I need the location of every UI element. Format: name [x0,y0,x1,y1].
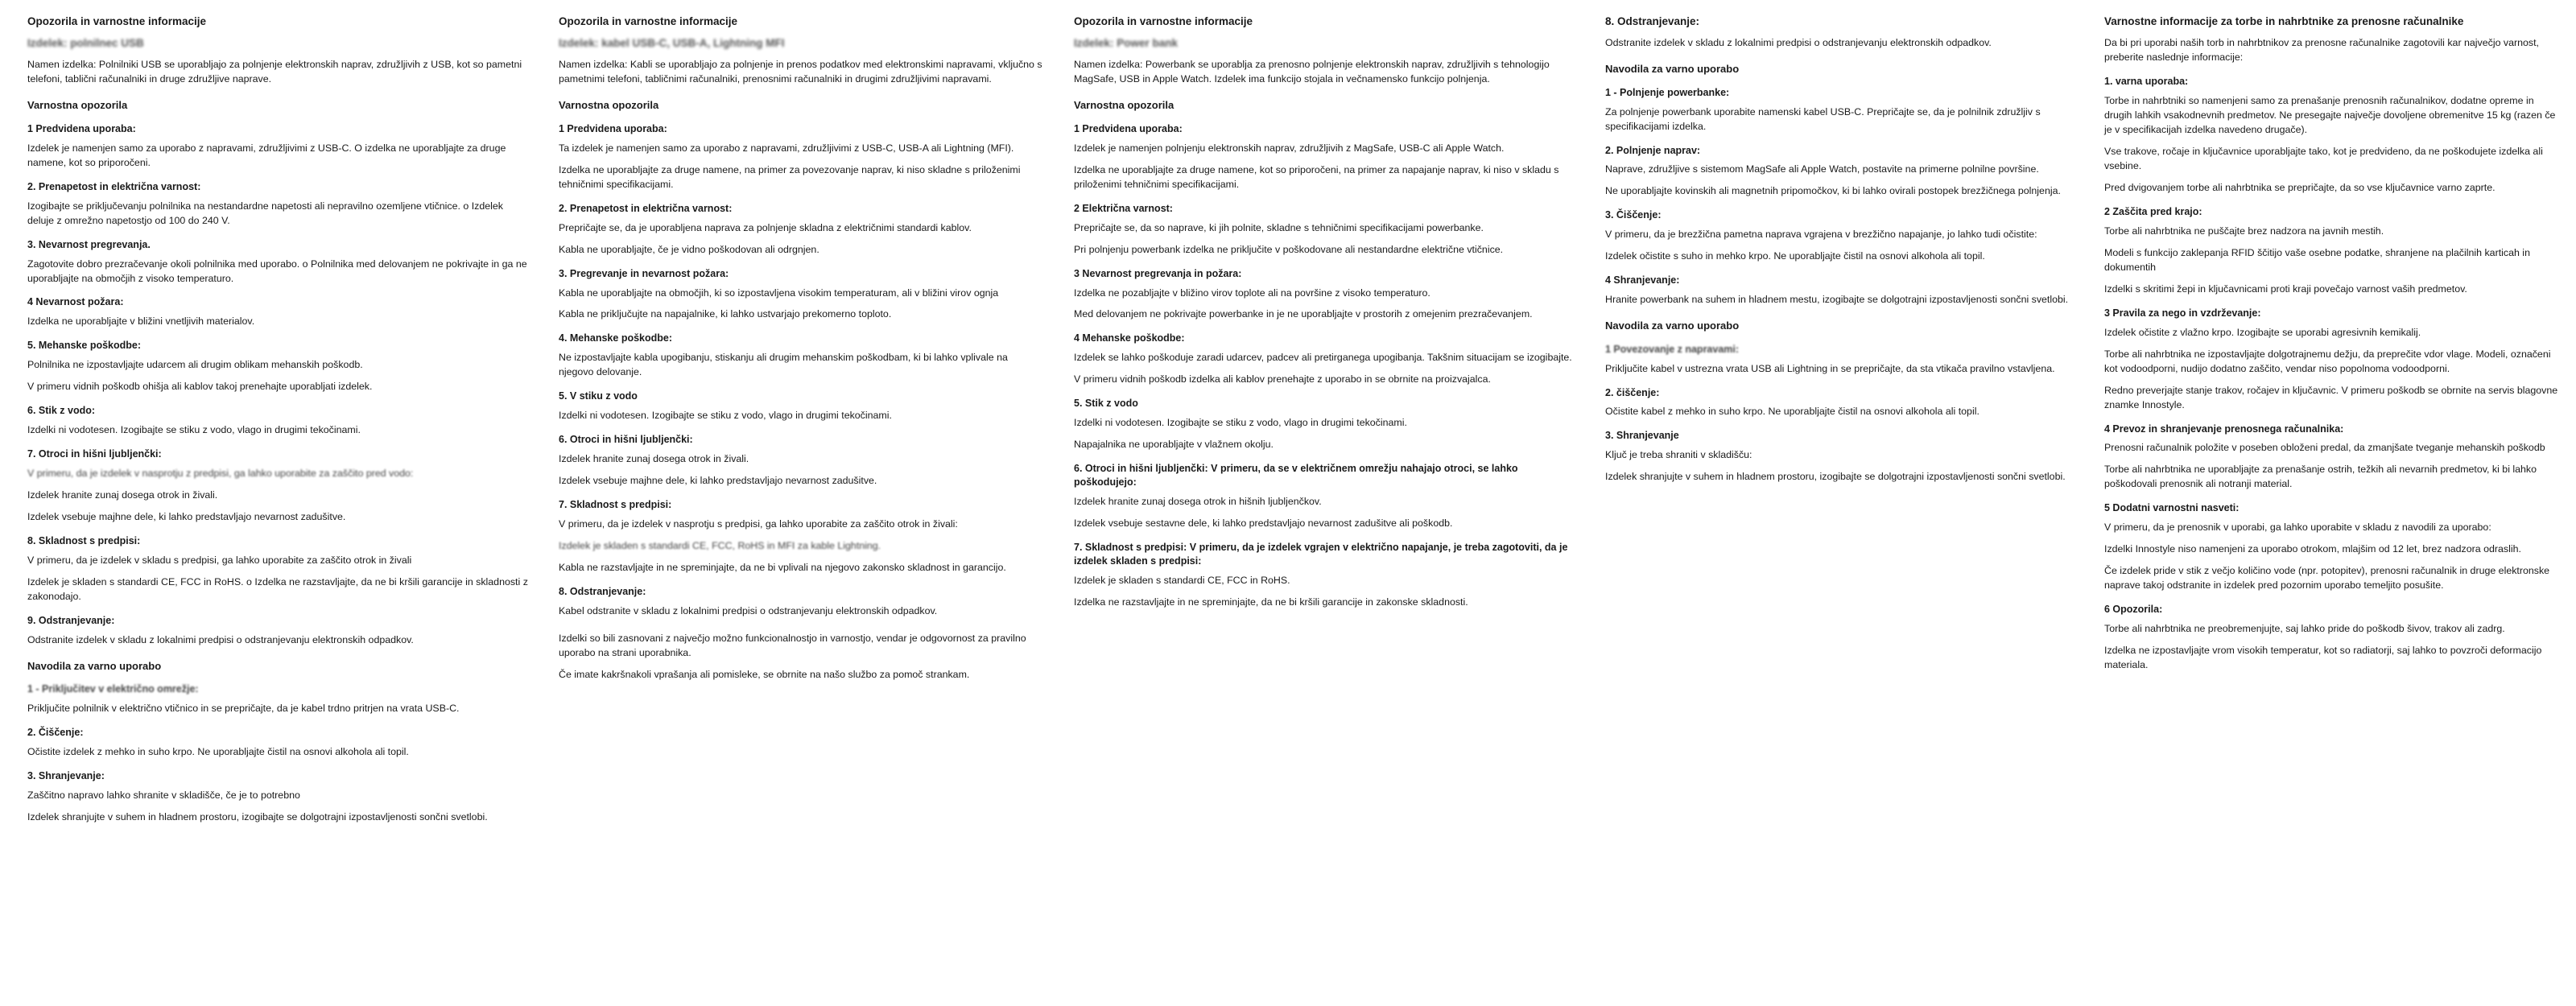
footnote: Če imate kakršnakoli vprašanja ali pomisleke, se obrnite na našo službo za pomoč strankam. [559,668,970,680]
usage-section [27,726,530,760]
warning-paragraph: Izdelek vsebuje majhne dele, ki lahko predstavljajo nevarnost zadušitve. [27,510,346,522]
warning-paragraph: Napajalnika ne uporabljajte v vlažnem okolju. [1074,439,1274,451]
usage-section [1605,343,2075,377]
usage-title-item: 3. Čiščenje: [1605,209,1662,221]
warning-section [2104,75,2558,196]
warning-section [27,238,530,287]
warning-section [1074,397,1576,452]
warning-section [27,614,530,648]
warning-title: 4 Mehanske poškodbe: [1074,332,1185,344]
warning-paragraph: Redno preverjajte stanje trakov, ročajev in ključavnic. V primeru poškodb se obrnite na servis blagovne znamke Innostyle. [2104,384,2558,410]
section-heading: Varnostne informacije za torbe in nahrbtnike za prenosne računalnike [2104,15,2464,27]
usage-title-item: 1 - Polnjenje powerbanke: [1605,86,1730,98]
warning-section [27,339,530,394]
warning-section [1074,202,1576,258]
warning-paragraph: Izdelek očistite z vlažno krpo. Izogibajte se uporabi agresivnih kemikalij. [2104,326,2421,338]
warning-paragraph: Izdelka ne uporabljajte za druge namene, kot so priporočeni, na primer za napajanje naprav, ki niso v skladu s priloženimi tehničnimi specifikacijami. [1074,163,1559,190]
warning-paragraph: V primeru, da je prenosnik v uporabi, ga lahko uporabite v skladu z navodili za uporabo: [2104,522,2491,534]
warning-section [27,122,530,171]
warning-paragraph: Ne izpostavljajte kabla upogibanju, stiskanju ali drugim mehanskim poškodbam, ki bi lahko vplivale na njegovo delovanje. [559,352,1008,378]
warning-section [27,447,530,525]
warning-paragraph: Izdelek vsebuje majhne dele, ki lahko predstavljajo nevarnost zadušitve. [559,475,877,487]
warning-title: 7. Skladnost s predpisi: [559,499,672,511]
warning-title: 1. varna uporaba: [2104,76,2189,88]
usage-paragraph: Izdelek očistite s suho in mehko krpo. Ne uporabljajte čistil na osnovi alkohola ali topil. [1605,250,1985,262]
warning-paragraph: Če izdelek pride v stik z večjo količino vode (npr. potopitev), prenosni računalnik in druge elektronske naprave takoj odstranite in izdelek pred pozornim uporabo temeljito posušite. [2104,565,2550,592]
product-line: Izdelek: Power bank [1074,37,1179,50]
usage-title-item: 2. Čiščenje: [27,726,84,738]
column-powerbank-continued [1591,14,2090,998]
usage-paragraph: Priključite kabel v ustrezna vrata USB ali Lightning in se prepričajte, da sta vtikača pravilno vstavljena. [1605,362,2055,374]
warning-title: 7. Otroci in hišni ljubljenčki: [27,448,162,460]
usage-paragraph: Očistite kabel z mehko in suho krpo. Ne uporabljajte čistil na osnovi alkohola ali topil. [1605,406,1979,418]
warning-paragraph: Polnilnika ne izpostavljajte udarcem ali drugim oblikam mehanskih poškodb. [27,359,363,371]
warning-title: 6. Stik z vodo: [27,405,96,417]
warning-title: 9. Odstranjevanje: [27,614,115,626]
warning-paragraph: Izdelka ne uporabljajte v bližini vnetljivih materialov. [27,315,255,328]
usage-title-item: 3. Shranjevanje: [27,769,105,781]
warning-paragraph: Izdelek je skladen s standardi CE, FCC, RoHS in MFI za kable Lightning. [559,539,881,551]
warning-paragraph: Izdelka ne razstavljajte in ne spreminjajte, da ne bi kršili garancije in zakonske skladnosti. [1074,596,1468,608]
usage-paragraph: Izdelek shranjujte v suhem in hladnem prostoru, izogibajte se dolgotrajni izpostavljenosti sončni svetlobi. [27,810,488,823]
warning-paragraph: Vse trakove, ročaje in ključavnice uporabljajte tako, kot je predvideno, da ne poškodujete izdelka ali vsebine. [2104,146,2543,171]
warning-paragraph: Izdelek se lahko poškoduje zaradi udarcev, padcev ali pretirganega upogibanja. Takšnim situacijam se izogibajte. [1074,352,1572,364]
warning-paragraph: V primeru vidnih poškodb ohišja ali kablov takoj prenehajte uporabljati izdelek. [27,381,373,393]
usage-title-secondary: Navodila za varno uporabo [1605,320,1740,332]
product-line: Izdelek: polnilnec USB [27,37,144,50]
warning-paragraph: Izdelek hranite zunaj dosega otrok in živali. [27,489,218,501]
usage-section [1605,144,2075,200]
warning-paragraph: Izdelka ne pozabljajte v bližino virov toplote ali na površine z visoko temperaturo. [1074,287,1430,299]
usage-title-item: 1 - Priključitev v električno omrežje: [27,683,199,695]
warning-section [2104,307,2558,413]
warning-section [559,498,1045,575]
warning-paragraph: V primeru, da je izdelek v nasprotju z predpisi, ga lahko uporabite za zaščito pred vodo: [27,467,414,479]
usage-paragraph: Naprave, združljive s sistemom MagSafe ali Apple Watch, postavite na primerne polnilne površine. [1605,163,2039,175]
usage-paragraph: Hranite powerbank na suhem in hladnem mestu, izogibajte se dolgotrajni izpostavljenosti sončni svetlobi. [1605,294,2069,306]
warning-paragraph: Prepričajte se, da je uporabljena naprava za polnjenje skladna z električnimi standardi kablov. [559,221,972,233]
warning-title: 1 Predvidena uporaba: [27,122,136,134]
warning-paragraph: Izdelka ne uporabljajte za druge namene, na primer za povezovanje naprav, ki niso skladne s priloženimi tehničnimi specifikacijami. [559,163,1021,190]
section-heading: Opozorila in varnostne informacije [27,15,207,27]
usage-paragraph: V primeru, da je brezžična pametna naprava vgrajena v brezžično napajanje, jo lahko tudi očistite: [1605,229,2037,241]
warning-title: 5. Stik z vodo [1074,398,1138,410]
usage-section [27,682,530,716]
warning-title: 8. Skladnost s predpisi: [27,534,141,546]
usage-title-item: 2. Polnjenje naprav: [1605,144,1701,156]
warning-paragraph: Odstranite izdelek v skladu z lokalnimi predpisi o odstranjevanju elektronskih odpadkov. [1605,37,1992,49]
purpose-text: Namen izdelka: Powerbank se uporablja za prenosno polnjenje elektronskih naprav, združljivih s tehnologijo MagSafe, USB in Apple Watch. Izdelek ima funkcijo stojala in večnamensko funkcijo polnjenja. [1074,59,1550,85]
warning-section [1074,332,1576,387]
warning-paragraph: Izdelki Innostyle niso namenjeni za uporabo otrokom, mlajšim od 12 let, brez nadzora odraslih. [2104,543,2521,555]
warning-paragraph: Modeli s funkcijo zaklepanja RFID ščitijo vaše osebne podatke, shranjene na plačilnih karticah in dokumentih [2104,246,2530,273]
usage-section [1605,86,2075,134]
warning-paragraph: Prepričajte se, da so naprave, ki jih polnite, skladne s tehničnimi specifikacijami powerbanke. [1074,221,1484,233]
usage-title: Navodila za varno uporabo [27,659,162,672]
warning-paragraph: Med delovanjem ne pokrivajte powerbanke in je ne uporabljajte v prostorih z omejenim prezračevanjem. [1074,308,1533,320]
usage-paragraph: Priključite polnilnik v električno vtičnico in se prepričajte, da je kabel trdno pritrjen na vrata USB-C. [27,702,460,714]
warning-paragraph: Torbe ali nahrbtnika ne uporabljajte za prenašanje ostrih, težkih ali nevarnih predmetov, ki bi lahko poškodovali prenosnik ali notranji material. [2104,464,2537,490]
warning-paragraph: Izdelek hranite zunaj dosega otrok in živali. [559,453,749,465]
warning-paragraph: Izdelek vsebuje sestavne dele, ki lahko predstavljajo nevarnost zadušitve ali poškodb. [1074,517,1453,529]
warning-paragraph: Kabla ne razstavljajte in ne spreminjajte, da ne bi vplivali na njegovo zakonsko skladnost in garancijo. [559,561,1006,573]
warning-section [2104,423,2558,493]
warning-paragraph: Odstranite izdelek v skladu z lokalnimi predpisi o odstranjevanju elektronskih odpadkov. [27,633,414,645]
warning-title: 3 Pravila za nego in vzdrževanje: [2104,307,2261,319]
warning-paragraph: Izogibajte se priključevanju polnilnika na nestandardne napetosti ali nepravilno ozemljene vtičnice. o Izdelek deluje z omrežno napetostjo od 100 do 240 V. [27,200,503,226]
usage-paragraph: Očistite izdelek z mehko in suho krpo. Ne uporabljajte čistil na osnovi alkohola ali topil. [27,745,409,757]
usage-paragraph: Zaščitno napravo lahko shranite v skladišče, če je to potrebno [27,789,300,801]
warning-section [1605,14,2075,51]
warning-title: 1 Predvidena uporaba: [559,122,667,134]
warning-section [1074,541,1576,610]
purpose-text: Namen izdelka: Kabli se uporabljajo za polnjenje in prenos podatkov med elektronskimi napravami, vključno s pametnimi telefoni, tabličnimi računalniki, prenosnimi računalniki in drugimi združljivimi napravami. [559,59,1042,85]
purpose-text: Namen izdelka: Polnilniki USB se uporabljajo za polnjenje elektronskih naprav, združljivih z USB, kot so pametni telefoni, tablični računalniki in druge združljive naprave. [27,59,522,85]
warning-paragraph: Torbe in nahrbtniki so namenjeni samo za prenašanje prenosnih računalnikov, dodatne opreme in drugih lahkih vsakodnevnih predmetov. Ne presegajte največje dovoljene obremenitve 15 kg (razen če je v specifikacijah izdelka navedeno drugače). [2104,95,2556,136]
usage-section [1605,208,2075,264]
warning-section [1074,122,1576,192]
warning-paragraph: Izdelki ni vodotesen. Izogibajte se stiku z vodo, vlago in drugimi tekočinami. [27,424,361,436]
warning-paragraph: Izdelek je namenjen samo za uporabo z napravami, združljivimi z USB-C. O izdelka ne uporabljajte za druge namene, kot so priporočeni. [27,142,506,168]
column-usb-charger [13,14,544,998]
warning-section [559,267,1045,323]
warning-title: 2. Prenapetost in električna varnost: [559,202,733,214]
section-heading: Opozorila in varnostne informacije [1074,15,1253,27]
warning-section [2104,205,2558,297]
column-cable [544,14,1059,998]
warning-title: 5. V stiku z vodo [559,390,638,402]
warning-paragraph: V primeru vidnih poškodb izdelka ali kablov prenehajte z uporabo in se obrnite na proizvajalca. [1074,373,1491,385]
warning-section [559,122,1045,192]
warning-title: 6 Opozorila: [2104,604,2163,616]
warning-paragraph: Izdelek je namenjen polnjenju elektronskih naprav, združljivih z MagSafe, USB-C ali Apple Watch. [1074,142,1505,154]
warnings-title: Varnostna opozorila [559,99,659,112]
warning-title: 8. Odstranjevanje: [559,585,646,597]
warning-title: 5 Dodatni varnostni nasveti: [2104,502,2240,514]
purpose-text: Da bi pri uporabi naših torb in nahrbtnikov za prenosne računalnike zagotovili kar največjo varnost, preberite naslednje informacije: [2104,37,2539,64]
usage-paragraph: Ključ je treba shraniti v skladišču: [1605,449,1752,461]
warning-section [2104,501,2558,593]
usage-paragraph: Izdelek shranjujte v suhem in hladnem prostoru, izogibajte se dolgotrajni izpostavljenosti sončni svetlobi. [1605,471,2066,483]
column-powerbank [1059,14,1591,998]
column-backpack [2090,14,2573,998]
warning-title: 7. Skladnost s predpisi: V primeru, da je izdelek vgrajen v električno napajanje, je treba zagotoviti, da je izdelek skladen s predpisi: [1074,541,1568,567]
warning-title: 5. Mehanske poškodbe: [27,340,142,352]
warning-section [559,202,1045,258]
warning-paragraph: Izdelki ni vodotesen. Izogibajte se stiku z vodo, vlago in drugimi tekočinami. [559,410,892,422]
usage-section [1605,386,2075,420]
usage-section [27,769,530,825]
usage-section [1605,429,2075,484]
warning-title: 3. Nevarnost pregrevanja. [27,238,151,250]
usage-paragraph: Za polnjenje powerbank uporabite namenski kabel USB-C. Prepričajte se, da je polnilnik združljiv s specifikacijami izdelka. [1605,105,2041,132]
warning-section [559,390,1045,423]
usage-title: Navodila za varno uporabo [1605,63,1740,76]
warning-paragraph: Izdelek je skladen s standardi CE, FCC in RoHS. [1074,574,1290,586]
warnings-title: Varnostna opozorila [1074,99,1174,112]
usage-title-item: 4 Shranjevanje: [1605,274,1680,287]
warning-section [27,295,530,329]
warning-paragraph: V primeru, da je izdelek v skladu s predpisi, ga lahko uporabite za zaščito otrok in živali [27,554,412,566]
usage-title-item: 2. čiščenje: [1605,386,1660,398]
warning-paragraph: V primeru, da je izdelek v nasprotju s predpisi, ga lahko uporabite za zaščito otrok in živali: [559,517,958,530]
warning-paragraph: Kabla ne priključujte na napajalnike, ki lahko ustvarjajo prekomerno toploto. [559,308,892,320]
warning-paragraph: Zagotovite dobro prezračevanje okoli polnilnika med uporabo. o Polnilnika med delovanjem ne pokrivajte in ga ne uporabljajte na območjih z visoko temperaturo. [27,258,527,284]
warning-paragraph: Izdelki s skritimi žepi in ključavnicami proti kraji povečajo varnost vaših predmetov. [2104,282,2467,295]
usage-section [1605,274,2075,307]
usage-paragraph: Ne uporabljajte kovinskih ali magnetnih pripomočkov, ki bi lahko ovirali postopek brezžičnega polnjenja. [1605,185,2061,197]
section-heading: Opozorila in varnostne informacije [559,15,738,27]
footnote: Izdelki so bili zasnovani z največjo možno funkcionalnostjo in varnostjo, vendar je odgovornost za pravilno uporabo na strani uporabnika. [559,632,1026,658]
warning-title: 2 Zaščita pred krajo: [2104,205,2202,217]
warning-title: 4. Mehanske poškodbe: [559,332,673,344]
warning-paragraph: Izdelek je skladen s standardi CE, FCC in RoHS. o Izdelka ne razstavljajte, da ne bi kršili garancije in skladnosti z zakonodajo. [27,575,528,602]
warning-paragraph: Kabel odstranite v skladu z lokalnimi predpisi o odstranjevanju elektronskih odpadkov. [559,604,938,616]
warning-paragraph: Pri polnjenju powerbank izdelka ne priključite v poškodovane ali nestandardne električne vtičnice. [1074,243,1504,255]
warning-section [27,180,530,229]
warning-paragraph: Izdelki ni vodotesen. Izogibajte se stiku z vodo, vlago in drugimi tekočinami. [1074,417,1407,429]
warning-section [1074,462,1576,531]
warning-section [2104,603,2558,673]
warnings-title: Varnostna opozorila [27,99,128,112]
warning-paragraph: Prenosni računalnik položite v poseben obloženi predal, da zmanjšate tveganje mehanskih poškodb [2104,442,2545,454]
warning-title: 2 Električna varnost: [1074,202,1173,214]
warning-paragraph: Pred dvigovanjem torbe ali nahrbtnika se prepričajte, da so vse ključavnice varno zaprte. [2104,181,2496,193]
usage-title-item: 1 Povezovanje z napravami: [1605,343,1740,355]
warning-paragraph: Torbe ali nahrbtnika ne izpostavljajte dolgotrajnemu dežju, da preprečite vdor vlage. Modeli, označeni kot vodoodporni, nudijo dodatno zaščito, vendar niso popolnoma vodoodporni. [2104,348,2551,374]
warning-section [27,534,530,604]
warning-title: 3. Pregrevanje in nevarnost požara: [559,267,729,279]
warning-title: 3 Nevarnost pregrevanja in požara: [1074,267,1242,279]
warning-section [27,404,530,438]
warning-paragraph: Izdelek hranite zunaj dosega otrok in hišnih ljubljenčkov. [1074,495,1322,507]
warning-section [559,433,1045,489]
warning-section [559,332,1045,380]
warning-paragraph: Ta izdelek je namenjen samo za uporabo z napravami, združljivimi z USB-C, USB-A ali Lightning (MFI). [559,142,1014,154]
warning-paragraph: Torbe ali nahrbtnika ne puščajte brez nadzora na javnih mestih. [2104,225,2384,237]
warning-title: 4 Nevarnost požara: [27,296,124,308]
warning-section [1074,267,1576,323]
warning-paragraph: Izdelka ne izpostavljajte vrom visokih temperatur, kot so radiatorji, saj lahko to povzroči deformacijo materiala. [2104,645,2542,671]
warning-paragraph: Torbe ali nahrbtnika ne preobremenjujte, saj lahko pride do poškodb šivov, trakov ali zadrg. [2104,623,2505,635]
warning-paragraph: Kabla ne uporabljajte na območjih, ki so izpostavljena visokim temperaturam, ali v bližini virov ognja [559,287,999,299]
product-line: Izdelek: kabel USB-C, USB-A, Lightning MFI [559,37,785,50]
usage-title-item: 3. Shranjevanje [1605,430,1679,442]
warning-title: 8. Odstranjevanje: [1605,15,1700,27]
warning-section [559,585,1045,619]
warning-title: 2. Prenapetost in električna varnost: [27,180,201,192]
warning-title: 4 Prevoz in shranjevanje prenosnega računalnika: [2104,423,2344,435]
warning-title: 6. Otroci in hišni ljubljenčki: [559,434,693,446]
warning-paragraph: Kabla ne uporabljajte, če je vidno poškodovan ali odrgnjen. [559,243,819,255]
warning-title: 1 Predvidena uporaba: [1074,122,1183,134]
warning-title: 6. Otroci in hišni ljubljenčki: V primeru, da se v električnem omrežju nahajajo otroci, se lahko poškodujejo: [1074,463,1518,489]
